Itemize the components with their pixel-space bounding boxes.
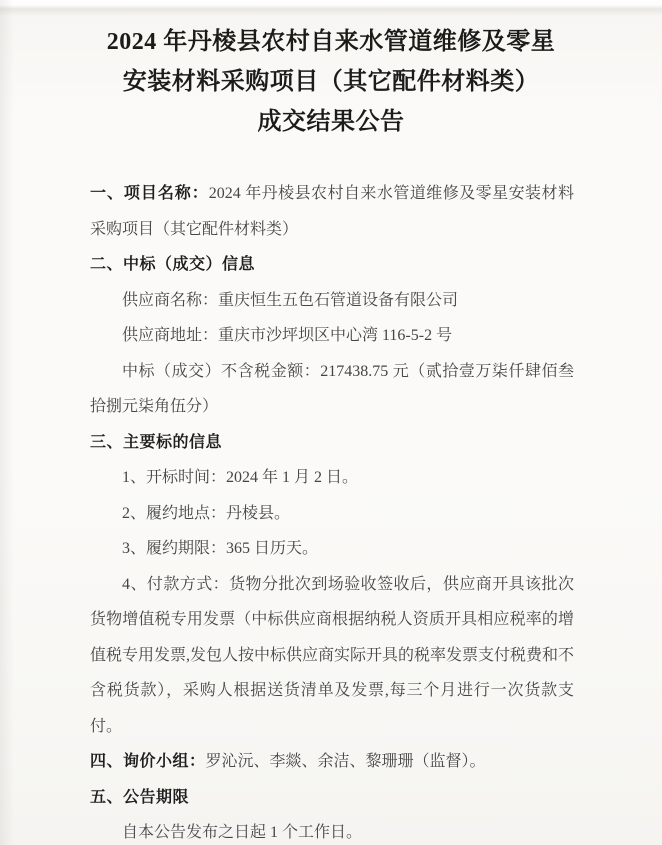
document-body [90, 176, 574, 845]
section-award-info-heading: 二、中标（成交）信息 [90, 256, 256, 273]
document-title [0, 0, 662, 142]
bid-opening-time: 1、开标时间：2024 年 1 月 2 日。 [122, 469, 359, 486]
section-project-name-text: 2024 年丹棱县农村自来水管道维修及零星安装材料采购项目（其它配件材料类） [90, 185, 574, 238]
section-subject-info-heading: 三、主要标的信息 [90, 433, 223, 451]
section-inquiry-group [90, 744, 574, 780]
payment-method: 4、付款方式：货物分批次到场验收签收后，供应商开具该批次货物增值税专用发票（中标供应商根据纳税人资质开具相应税率的增值税专用发票,发包人按中标供应商实际开具的税率发票支付税费和不含税货款），采购人根据送货清单及发票,每三个月进行一次货款支付。 [90, 575, 575, 735]
supplier-address: 供应商地址：重庆市沙坪坝区中心湾 116-5-2 号 [122, 327, 453, 344]
award-amount: 中标（成交）不含税金额：217438.75 元（贰拾壹万柒仟肆佰叁拾捌元柒角伍分） [90, 362, 574, 415]
title-line-1: 2024 年丹棱县农村自来水管道维修及零星 [106, 29, 556, 55]
section-inquiry-group-members: 罗沁沅、李燚、余洁、黎珊珊（监督）。 [205, 753, 486, 770]
section-project-name-heading: 一、项目名称： [90, 185, 209, 202]
performance-place: 2、履约地点：丹棱县。 [122, 504, 291, 522]
performance-period: 3、履约期限：365 日历天。 [122, 540, 319, 557]
title-line-3: 成交结果公告 [257, 109, 405, 135]
section-project-name [90, 176, 574, 247]
title-line-2: 安装材料采购项目（其它配件材料类） [122, 69, 540, 95]
section-inquiry-group-heading: 四、询价小组： [90, 753, 206, 770]
section-announcement-period-heading: 五、公告期限 [90, 788, 190, 806]
supplier-name: 供应商名称：重庆恒生五色石管道设备有限公司 [122, 291, 459, 309]
announcement-period-text: 自本公告发布之日起 1 个工作日。 [122, 824, 363, 841]
